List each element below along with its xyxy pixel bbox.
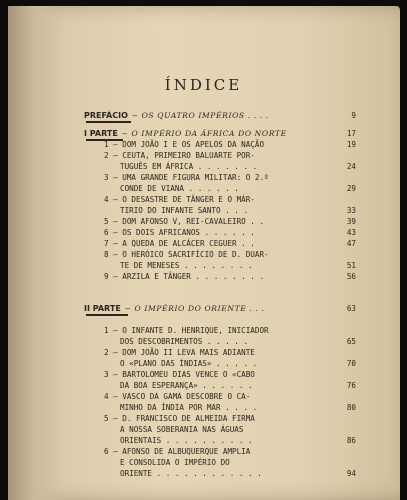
- toc-line-text: A NOSSA SOBERANIA NAS ÁGUAS: [120, 425, 244, 434]
- toc-line: [104, 413, 356, 424]
- toc-line-text: 3 — BARTOLOMEU DIAS VENCE O «CABO: [104, 370, 255, 379]
- toc-line-text: 7 — A QUEDA DE ALCÁCER CEGUER . .: [104, 239, 255, 248]
- toc-line-text: 1 — O INFANTE D. HENRIQUE, INICIADOR: [104, 326, 269, 335]
- toc-line-text: 3 — UMA GRANDE FIGURA MILITAR: O 2.º: [104, 173, 269, 182]
- part2-dash: —: [125, 304, 130, 313]
- toc-line-page: 94: [346, 469, 356, 478]
- toc-line: [120, 457, 356, 468]
- toc-line-text: 8 — O HERÓICO SACRIFÍCIO DE D. DUAR-: [104, 250, 269, 259]
- toc-line: [104, 271, 356, 282]
- part1-dash: —: [122, 129, 127, 138]
- toc-line: [104, 238, 356, 249]
- toc-line: [104, 216, 356, 227]
- toc-line: [104, 139, 356, 150]
- toc-line-text: 1 — DOM JOÃO I E OS APELOS DA NAÇÃO: [104, 140, 265, 149]
- toc-line-page: 76: [346, 381, 356, 390]
- toc-line-text: 6 — OS DOIS AFRICANOS . . . . . .: [104, 228, 255, 237]
- toc-line: [104, 446, 356, 457]
- toc-line-text: TIRIO DO INFANTE SANTO . . .: [120, 206, 249, 215]
- part1-page: 17: [346, 129, 356, 138]
- toc-line: [120, 380, 356, 391]
- toc-line-text: ORIENTAIS . . . . . . . . . .: [120, 436, 253, 445]
- toc-line: [120, 161, 356, 172]
- toc-line: [120, 183, 356, 194]
- toc-part2-heading: [84, 303, 356, 314]
- toc-line-text: TUGUÊS EM ÁFRICA . . . . . . .: [120, 162, 258, 171]
- toc-line-text: CONDE DE VIANA . . . . . .: [120, 184, 239, 193]
- toc-line-text: 6 — AFONSO DE ALBUQUERQUE AMPLIA: [104, 447, 251, 456]
- toc-line-text: E CONSOLIDA O IMPÉRIO DO: [120, 458, 230, 467]
- toc-line-text: 2 — CEUTA, PRIMEIRO BALUARTE POR-: [104, 151, 255, 160]
- toc-line-text: O «PLANO DAS ÍNDIAS» . . . . .: [120, 359, 258, 368]
- prefacio-page: 9: [351, 111, 356, 120]
- toc-line-text: 2 — DOM JOÃO II LEVA MAIS ADIANTE: [104, 348, 255, 357]
- toc-line: [120, 260, 356, 271]
- toc-line-page: 39: [346, 217, 356, 226]
- toc-line-page: 70: [346, 359, 356, 368]
- toc-line: [104, 325, 356, 336]
- toc-line: [104, 347, 356, 358]
- toc-line-page: 33: [346, 206, 356, 215]
- toc-line-text: ORIENTE . . . . . . . . . . . .: [120, 469, 262, 478]
- toc-line: [104, 249, 356, 260]
- toc-line-page: 19: [346, 140, 356, 149]
- toc-line-page: 47: [346, 239, 356, 248]
- toc-line-text: 4 — VASCO DA GAMA DESCOBRE O CA-: [104, 392, 251, 401]
- toc-prefacio: [84, 110, 356, 121]
- toc-part1-heading: [84, 128, 356, 139]
- toc-line-page: 65: [346, 337, 356, 346]
- page-title: ÍNDICE: [164, 76, 243, 94]
- prefacio-label: PREFÁCIO: [84, 111, 128, 120]
- toc-line: [120, 205, 356, 216]
- toc-line: [104, 369, 356, 380]
- toc-line: [120, 435, 356, 446]
- toc-line: [120, 402, 356, 413]
- toc-line-text: DA BOA ESPERANÇA» . . . . . .: [120, 381, 253, 390]
- prefacio-underline: [86, 121, 131, 123]
- toc-line: [104, 172, 356, 183]
- toc-line: [120, 358, 356, 369]
- toc-line: [104, 391, 356, 402]
- toc-line: [120, 424, 356, 435]
- part2-underline: [86, 314, 128, 316]
- prefacio-dash: —: [132, 111, 138, 120]
- toc-line-page: 43: [346, 228, 356, 237]
- part2-title: O IMPÉRIO DO ORIENTE . . .: [134, 304, 265, 313]
- part2-label: II PARTE: [84, 304, 121, 313]
- toc-line-page: 56: [346, 272, 356, 281]
- toc-line: [104, 150, 356, 161]
- toc-line-page: 51: [346, 261, 356, 270]
- toc-line-page: 80: [346, 403, 356, 412]
- toc-line-text: 5 — DOM AFONSO V, REI-CAVALEIRO . .: [104, 217, 265, 226]
- prefacio-title: OS QUATRO IMPÉRIOS . . . .: [141, 111, 269, 120]
- toc-line: [104, 194, 356, 205]
- toc-line-text: 9 — ARZILA E TÂNGER . . . . . . . .: [104, 272, 265, 281]
- toc-line-text: MINHO DA ÍNDIA POR MAR . . . .: [120, 403, 258, 412]
- toc-line-text: 5 — D. FRANCISCO DE ALMEIDA FIRMA: [104, 414, 255, 423]
- toc-line-text: 4 — O DESASTRE DE TÂNGER E O MÁR-: [104, 195, 255, 204]
- toc-line-text: DOS DESCOBRIMENTOS . . . . .: [120, 337, 249, 346]
- toc-line: [120, 468, 356, 479]
- toc-line-page: 29: [346, 184, 356, 193]
- toc-line-page: 86: [346, 436, 356, 445]
- toc-line-page: 24: [346, 162, 356, 171]
- part2-page: 63: [346, 304, 356, 313]
- part1-label: I PARTE: [84, 129, 118, 138]
- toc-line: [104, 227, 356, 238]
- part1-title: O IMPÉRIO DA ÁFRICA DO NORTE: [131, 129, 287, 138]
- toc-line: [120, 336, 356, 347]
- toc-line-text: TE DE MENESES . . . . . . . .: [120, 261, 253, 270]
